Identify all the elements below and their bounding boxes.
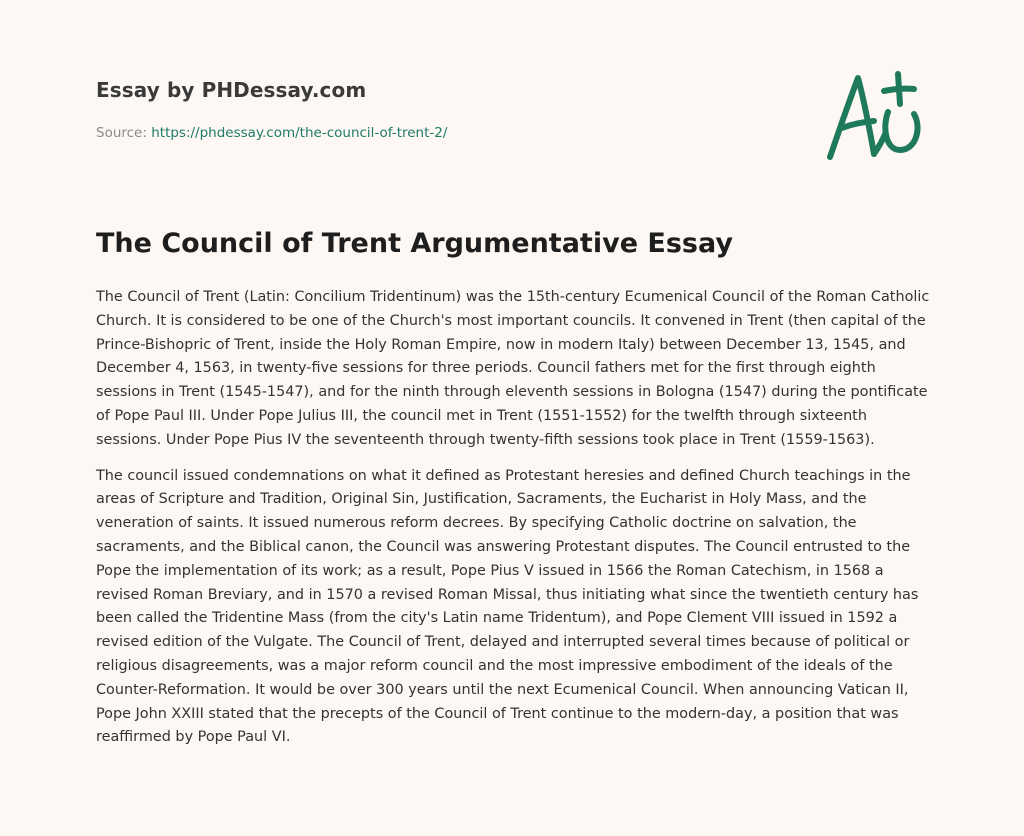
a-plus-grade-icon bbox=[820, 68, 928, 168]
site-brand: Essay by PHDessay.com bbox=[96, 78, 367, 102]
a-plus-logo-svg bbox=[820, 68, 928, 168]
essay-title: The Council of Trent Argumentative Essay bbox=[96, 228, 733, 259]
page-header bbox=[96, 76, 736, 142]
source-label: Source: bbox=[96, 125, 152, 141]
essay-paragraph: The Council of Trent (Latin: Concilium Tridentinum) was the 15th-century Ecumenical Council of the Roman Catholic Church. It is considered to be one of the Church's most important councils. It convened in Trent (then capital of the Prince-Bishopric of Trent, inside the Holy Roman Empire, now in modern Italy) between December 13, 1545, and December 4, 1563, in twenty-five sessions for three periods. Council fathers met for the first through eighth sessions in Trent (1545-1547), and for the ninth through eleventh sessions in Bologna (1547) during the pontificate of Pope Paul III. Under Pope Julius III, the council met in Trent (1551-1552) for the twelfth through sixteenth sessions. Under Pope Pius IV the seventeenth through twenty-fifth sessions took place in Trent (1559-1563). bbox=[96, 289, 930, 448]
essay-body bbox=[96, 286, 932, 762]
source-line bbox=[96, 124, 736, 142]
source-link[interactable]: https://phdessay.com/the-council-of-trent-2/ bbox=[151, 125, 448, 141]
essay-paragraph: The council issued condemnations on what it defined as Protestant heresies and defined Church teachings in the areas of Scripture and Tradition, Original Sin, Justification, Sacraments, the Eucharist in Holy Mass, and the veneration of saints. It issued numerous reform decrees. By specifying Catholic doctrine on salvation, the sacraments, and the Biblical canon, the Council was answering Protestant disputes. The Council entrusted to the Pope the implementation of its work; as a result, Pope Pius V issued in 1566 the Roman Catechism, in 1568 a revised Roman Breviary, and in 1570 a revised Roman Missal, thus initiating what since the twentieth century has been called the Tridentine Mass (from the city's Latin name Tridentum), and Pope Clement VIII issued in 1592 a revised edition of the Vulgate. The Council of Trent, delayed and interrupted several times because of political or religious disagreements, was a major reform council and the most impressive embodiment of the ideals of the Counter-Reformation. It would be over 300 years until the next Ecumenical Council. When announcing Vatican II, Pope John XXIII stated that the precepts of the Council of Trent continue to the modern-day, a position that was reaffirmed by Pope Paul VI. bbox=[96, 467, 919, 746]
